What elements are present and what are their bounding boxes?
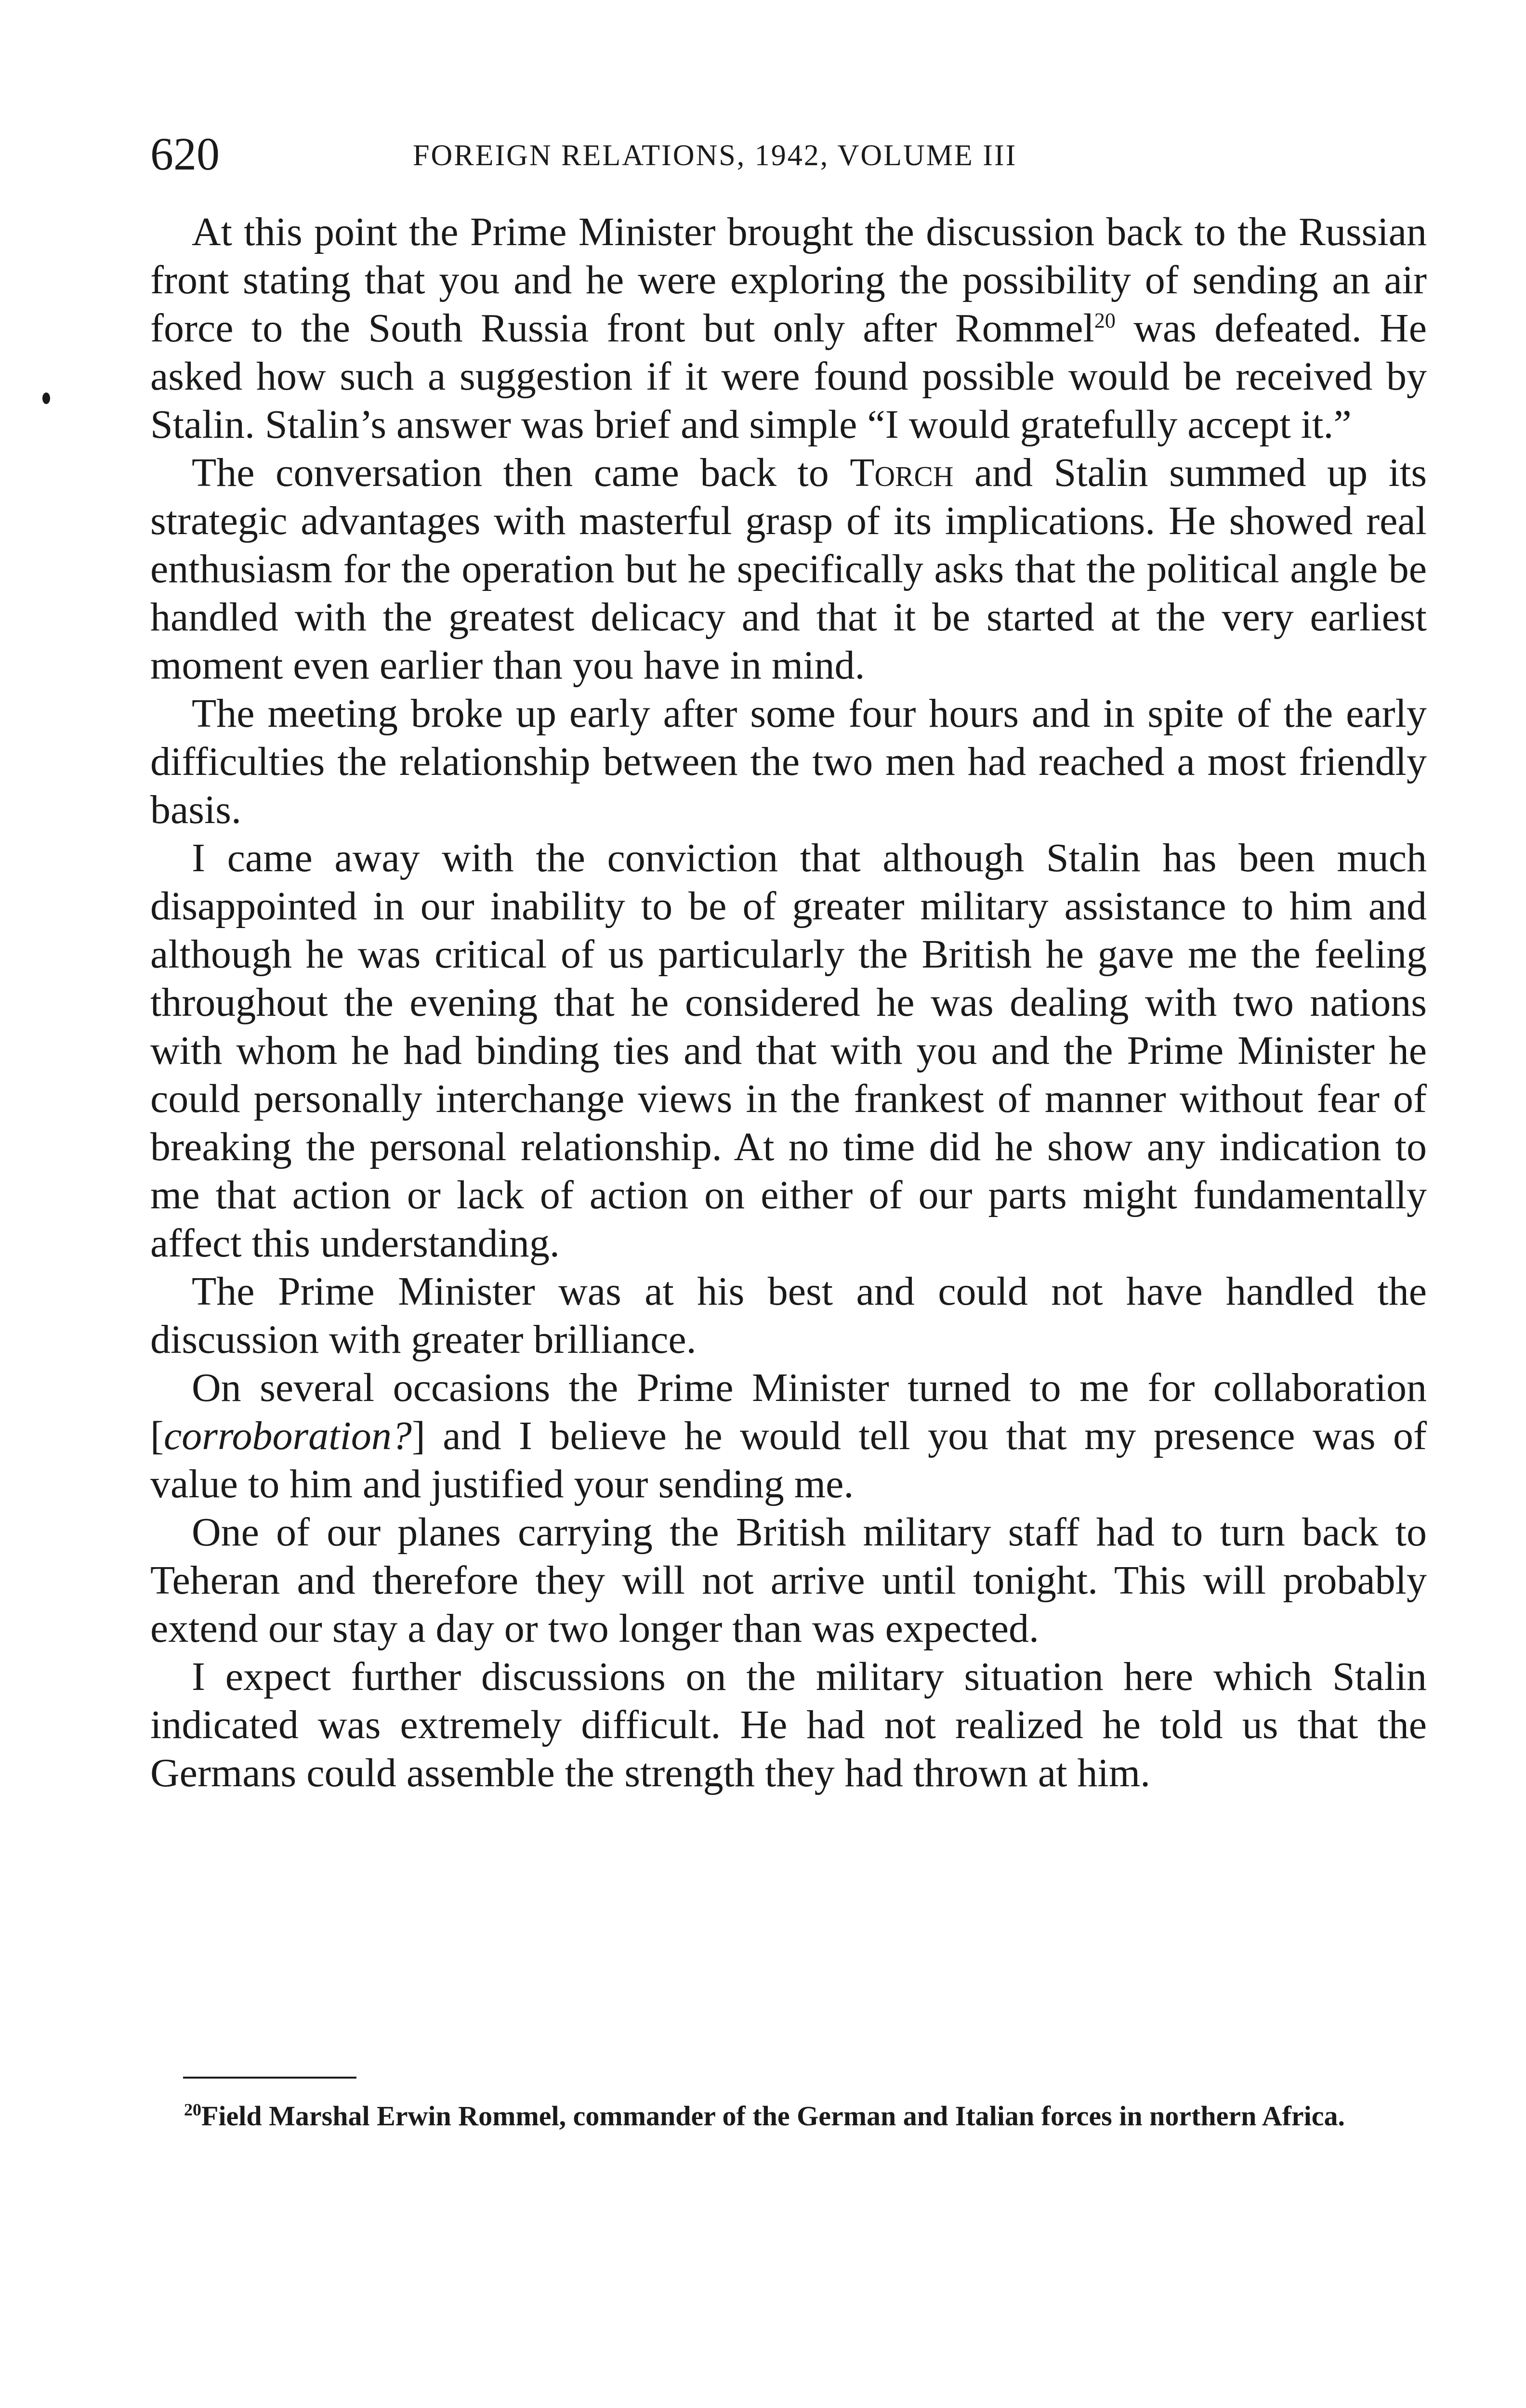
footnote [150,2101,1427,2132]
paragraph-text: On several occasions the Prime Minister turned to me for collaboration [ [150,1365,1427,1458]
page-number: 620 [150,128,220,180]
operation-name: Torch [850,450,954,495]
paragraph-text: and Stalin summed up its strategic advantages with masterful grasp of its implications. He showed real enthusiasm for the operation but he specifically asks that the political angle be handled with the greatest delicacy and that it be started at the very earliest moment even earlier than you have in mind. [150,450,1427,688]
footnote-number: 20 [184,2100,201,2120]
paragraph-torch [150,449,1427,690]
paragraph-further-discussions: I expect further discussions on the military situation here which Stalin indicated was extremely difficult. He had not realized he told us that the Germans could assemble the strength they had thrown at him. [150,1654,1427,1795]
document-body [150,208,1427,1797]
paragraph-text: The conversation then came back to [192,450,829,495]
footnote-reference: 20 [1094,309,1116,332]
footnote-text: Field Marshal Erwin Rommel, commander of the German and Italian forces in northern Africa. [201,2100,1345,2132]
paragraph-text: At this point the Prime Minister brought the discussion back to the Russian front stating that you and he were exploring the possibility of sending an air force to the South Russia front but only after Rommel [150,209,1427,351]
paragraph-text: was defeated. He asked how such a suggestion if it were found possible would be received by Stalin. Stalin’s answer was brief and simple “I would gratefully accept it.” [150,306,1427,447]
paragraph-text: ] and I believe he would tell you that my presence was of value to him and justified your sending me. [150,1413,1427,1506]
page-header [150,128,1427,181]
paragraph-prime-minister: The Prime Minister was at his best and could not have handled the discussion with greater brilliance. [150,1269,1427,1362]
paragraph-meeting: The meeting broke up early after some four hours and in spite of the early difficulties the relationship between the two men had reached a most friendly basis. [150,691,1427,832]
paragraph-collaboration [150,1364,1427,1508]
paragraph-conviction: I came away with the conviction that although Stalin has been much disappointed in our inability to be of greater military assistance to him and although he was critical of us particularly the British he gave me the feeling throughout the evening that he considered he was dealing with two nations with whom he had binding ties and that with you and the Prime Minister he could personally interchange views in the frankest of manner without fear of breaking the personal relationship. At no time did he show any indication to me that action or lack of action on either of our parts might fundamentally affect this understanding. [150,836,1427,1266]
margin-mark [42,393,50,404]
editorial-insertion: corroboration? [163,1413,412,1458]
paragraph-planes: One of our planes carrying the British military staff had to turn back to Teheran and therefore they will not arrive until tonight. This will probably extend our stay a day or two longer than was expected. [150,1510,1427,1651]
footnote-divider [183,2077,356,2079]
paragraph-air-force [150,208,1427,449]
running-head: FOREIGN RELATIONS, 1942, VOLUME III [413,139,1017,172]
